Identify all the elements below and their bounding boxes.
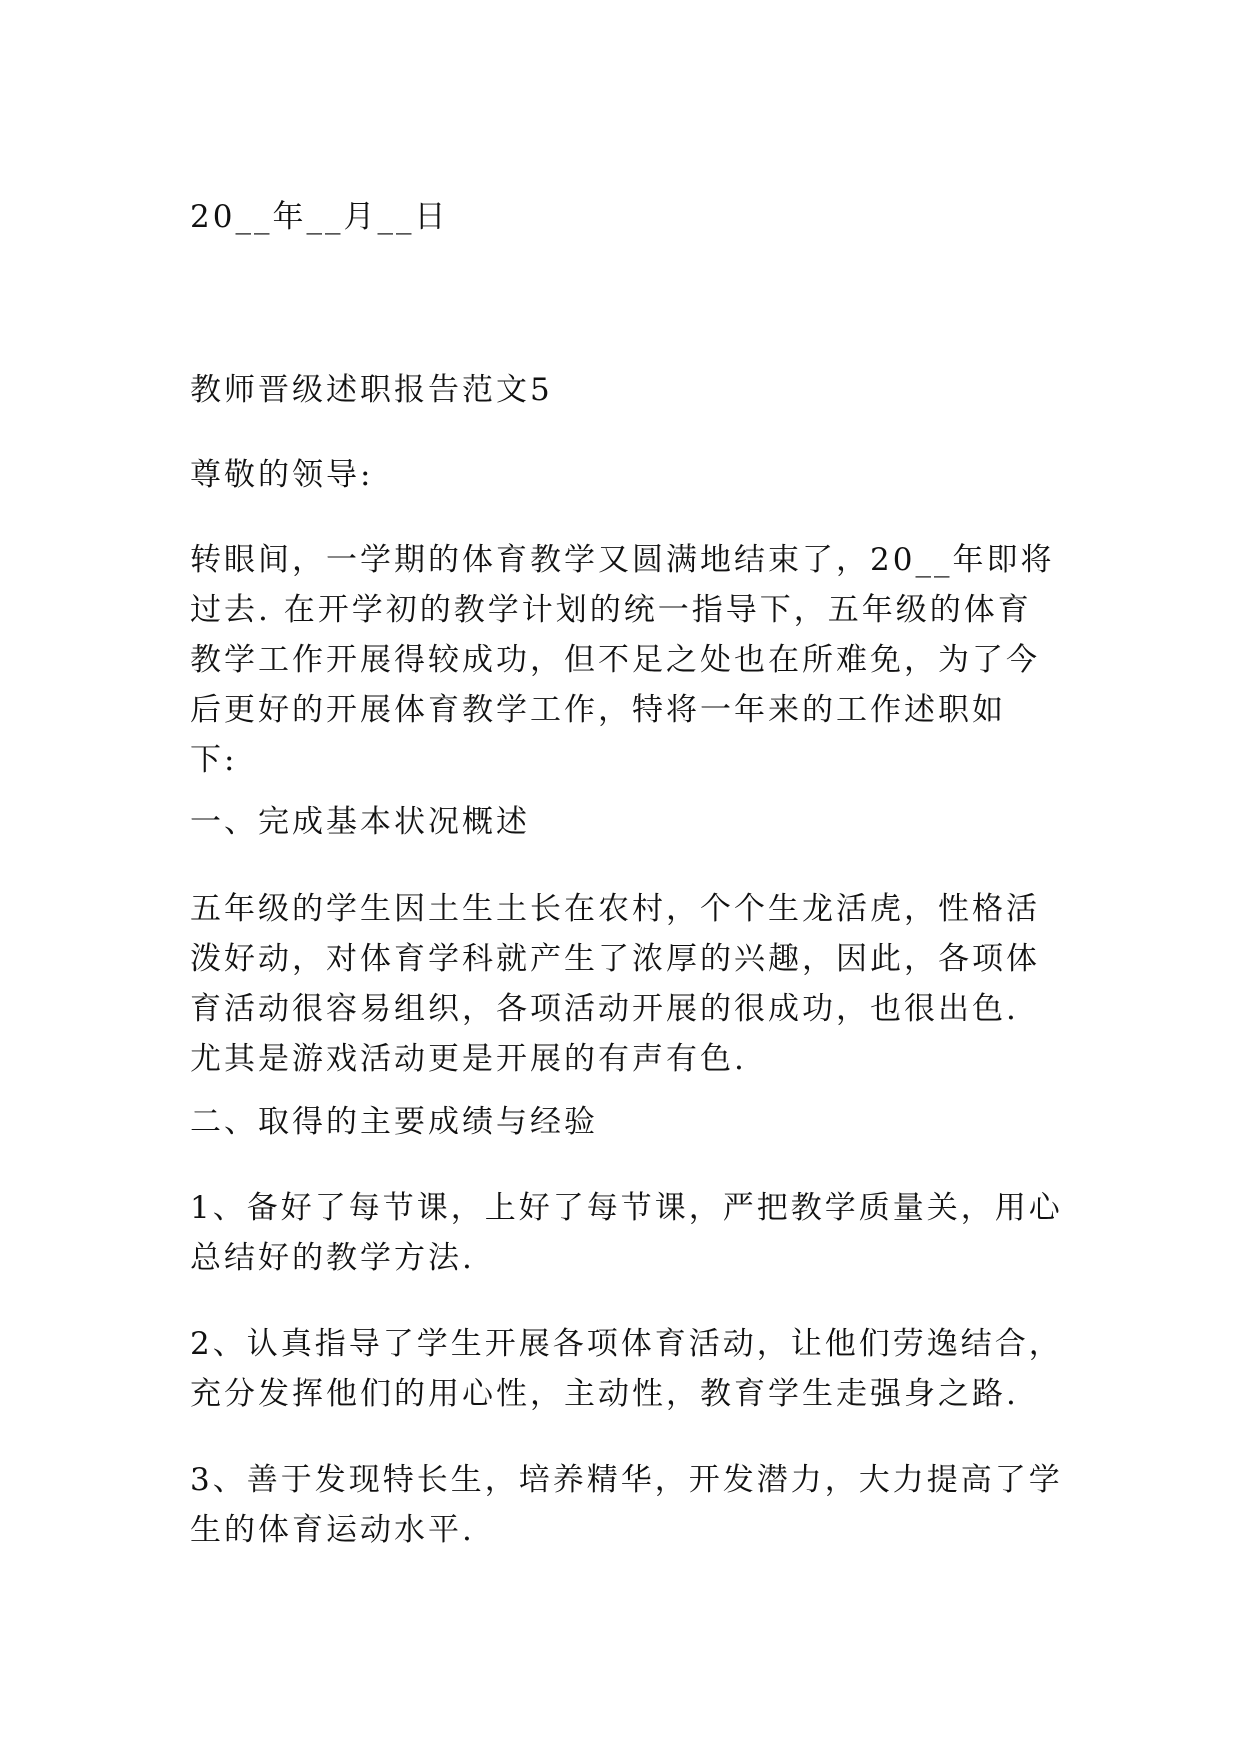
section2-heading xyxy=(190,1097,1070,1147)
salutation-text: 尊敬的领导: xyxy=(190,457,374,493)
paragraph-line: 下: xyxy=(190,742,238,778)
document-title xyxy=(190,365,1070,415)
section1-paragraph xyxy=(190,884,1070,1084)
section1-heading xyxy=(190,797,1070,847)
paragraph-line: 总结好的教学方法. xyxy=(190,1240,475,1276)
paragraph-line: 教学工作开展得较成功，但不足之处也在所难免，为了今 xyxy=(190,642,1040,678)
paragraph-line: 育活动很容易组织，各项活动开展的很成功，也很出色. xyxy=(190,991,1019,1027)
section2-heading-text: 二、取得的主要成绩与经验 xyxy=(190,1104,598,1140)
paragraph-line: 1、备好了每节课，上好了每节课，严把教学质量关，用心 xyxy=(190,1190,1063,1226)
paragraph-line: 后更好的开展体育教学工作，特将一年来的工作述职如 xyxy=(190,692,1006,728)
paragraph-line: 过去. 在开学初的教学计划的统一指导下，五年级的体育 xyxy=(190,592,1032,628)
item2-paragraph xyxy=(190,1319,1070,1419)
paragraph-line: 五年级的学生因土生土长在农村，个个生龙活虎，性格活 xyxy=(190,891,1040,927)
document-title-text: 教师晋级述职报告范文5 xyxy=(190,372,553,408)
intro-paragraph xyxy=(190,535,1070,785)
paragraph-line: 泼好动，对体育学科就产生了浓厚的兴趣，因此，各项体 xyxy=(190,941,1040,977)
date-line xyxy=(190,192,1070,242)
paragraph-line: 充分发挥他们的用心性，主动性，教育学生走强身之路. xyxy=(190,1376,1019,1412)
item1-paragraph xyxy=(190,1183,1070,1283)
item3-paragraph xyxy=(190,1455,1070,1555)
paragraph-line: 2、认真指导了学生开展各项体育活动，让他们劳逸结合， xyxy=(190,1326,1063,1362)
paragraph-line: 生的体育运动水平. xyxy=(190,1512,475,1548)
paragraph-line: 转眼间，一学期的体育教学又圆满地结束了，20__年即将 xyxy=(190,542,1055,578)
salutation xyxy=(190,450,1070,500)
section1-heading-text: 一、完成基本状况概述 xyxy=(190,804,530,840)
paragraph-line: 尤其是游戏活动更是开展的有声有色. xyxy=(190,1041,747,1077)
paragraph-line: 3、善于发现特长生，培养精华，开发潜力，大力提高了学 xyxy=(190,1462,1063,1498)
date-line-text: 20__年__月__日 xyxy=(190,199,449,235)
